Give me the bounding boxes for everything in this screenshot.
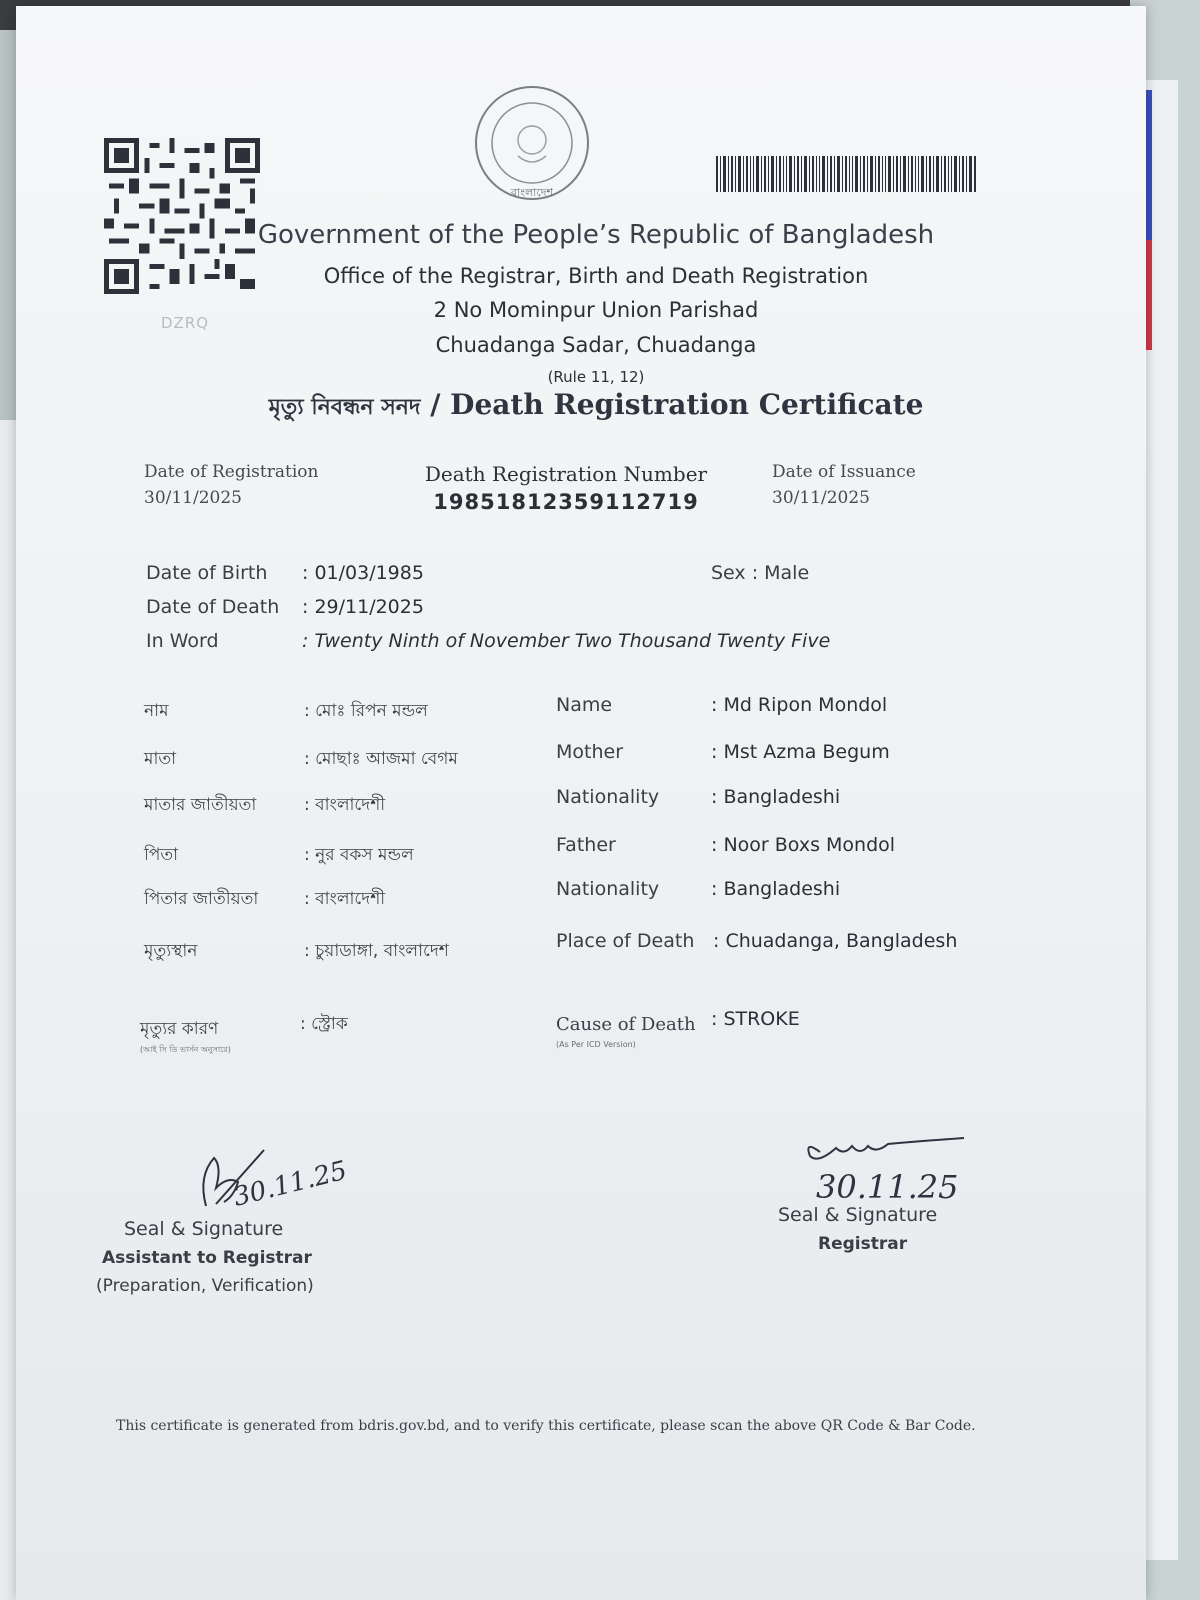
registration-number-value: 19851812359112719	[433, 490, 699, 514]
union-name: 2 No Mominpur Union Parishad	[433, 298, 759, 322]
bn-place-of-death-label: মৃত্যুস্থান	[144, 941, 198, 961]
father-value: : Noor Boxs Mondol	[711, 834, 896, 856]
assistant-note: (Preparation, Verification)	[96, 1276, 314, 1296]
certificate-title	[256, 388, 936, 427]
father-nationality-value: : Bangladeshi	[711, 878, 841, 900]
father-nationality-label: Nationality	[556, 878, 660, 900]
issuance-date-value: 30/11/2025	[772, 488, 870, 508]
seal-text: বাংলাদেশ	[510, 186, 554, 199]
registrar-handwritten-date: 30.11.25	[816, 1168, 959, 1206]
bn-cause-note: (আই সি ডি ভার্সন অনুসারে)	[140, 1045, 231, 1054]
mother-nationality-label: Nationality	[556, 786, 660, 808]
bn-mother-label: মাতা	[144, 749, 177, 769]
birth-date-value: : 01/03/1985	[302, 562, 424, 584]
certificate-title-bn: মৃত্যু নিবন্ধন সনদ	[268, 395, 421, 420]
certificate-title-en: / Death Registration Certificate	[430, 388, 924, 421]
bn-name-label: নাম	[144, 701, 169, 721]
registrar-role: Registrar	[818, 1234, 908, 1254]
place-of-death-value: : Chuadanga, Bangladesh	[713, 930, 958, 952]
qr-code	[104, 136, 260, 296]
bn-cause-of-death-label: মৃত্যুর কারণ	[140, 1019, 219, 1039]
registration-number-label: Death Registration Number	[424, 462, 708, 486]
barcode	[716, 156, 976, 192]
sex-field: Sex : Male	[711, 562, 810, 584]
mother-value: : Mst Azma Begum	[711, 741, 890, 763]
bn-name-value: : মোঃ রিপন মন্ডল	[304, 701, 428, 721]
assistant-role: Assistant to Registrar	[102, 1248, 312, 1268]
in-word-value: : Twenty Ninth of November Two Thousand Twenty Five	[302, 630, 831, 652]
bn-place-of-death-value: : চুয়াডাঙ্গা, বাংলাদেশ	[304, 941, 449, 961]
assistant-signature	[176, 1136, 376, 1216]
bn-father-nationality-label: পিতার জাতীয়তা	[144, 889, 259, 909]
cause-of-death-label: Cause of Death	[556, 1014, 696, 1035]
government-title: Government of the People’s Republic of Bangladesh	[257, 220, 935, 250]
government-seal	[472, 78, 592, 208]
bn-mother-nationality-label: মাতার জাতীয়তা	[144, 795, 257, 815]
bn-father-label: পিতা	[144, 845, 179, 865]
father-label: Father	[556, 834, 616, 856]
rule-reference: (Rule 11, 12)	[547, 368, 645, 386]
certificate-paper	[16, 6, 1146, 1600]
bn-father-value: : নুর বকস মন্ডল	[304, 845, 414, 865]
death-date-value: : 29/11/2025	[302, 596, 424, 618]
verification-footer: This certificate is generated from bdris.gov.bd, and to verify this certificate, please scan the above QR Code & Bar Code.	[116, 1418, 976, 1434]
assistant-handwritten-date: 30.11.25	[230, 1155, 351, 1213]
registration-date-label: Date of Registration	[144, 462, 319, 482]
death-date-label: Date of Death	[146, 596, 280, 618]
bn-mother-nationality-value: : বাংলাদেশী	[304, 795, 386, 815]
mother-label: Mother	[556, 741, 624, 763]
name-value: : Md Ripon Mondol	[711, 694, 888, 716]
issuance-date-label: Date of Issuance	[772, 462, 916, 482]
registrar-seal-label: Seal & Signature	[778, 1204, 938, 1226]
qr-label: DZRQ	[161, 314, 210, 332]
registration-date-value: 30/11/2025	[144, 488, 242, 508]
cause-of-death-value: : STROKE	[711, 1008, 800, 1030]
registrar-signature	[796, 1126, 996, 1206]
office-name: Office of the Registrar, Birth and Death Registration	[323, 264, 869, 288]
birth-date-label: Date of Birth	[146, 562, 268, 584]
in-word-label: In Word	[146, 630, 219, 652]
bn-mother-value: : মোছাঃ আজমা বেগম	[304, 749, 458, 769]
assistant-seal-label: Seal & Signature	[124, 1218, 284, 1240]
bn-father-nationality-value: : বাংলাদেশী	[304, 889, 386, 909]
cause-note: (As Per ICD Version)	[556, 1040, 636, 1049]
name-label: Name	[556, 694, 613, 716]
place-of-death-label: Place of Death	[556, 930, 695, 952]
bn-cause-of-death-value: : স্ট্রোক	[300, 1014, 348, 1034]
mother-nationality-value: : Bangladeshi	[711, 786, 841, 808]
upazila-name: Chuadanga Sadar, Chuadanga	[435, 333, 757, 357]
